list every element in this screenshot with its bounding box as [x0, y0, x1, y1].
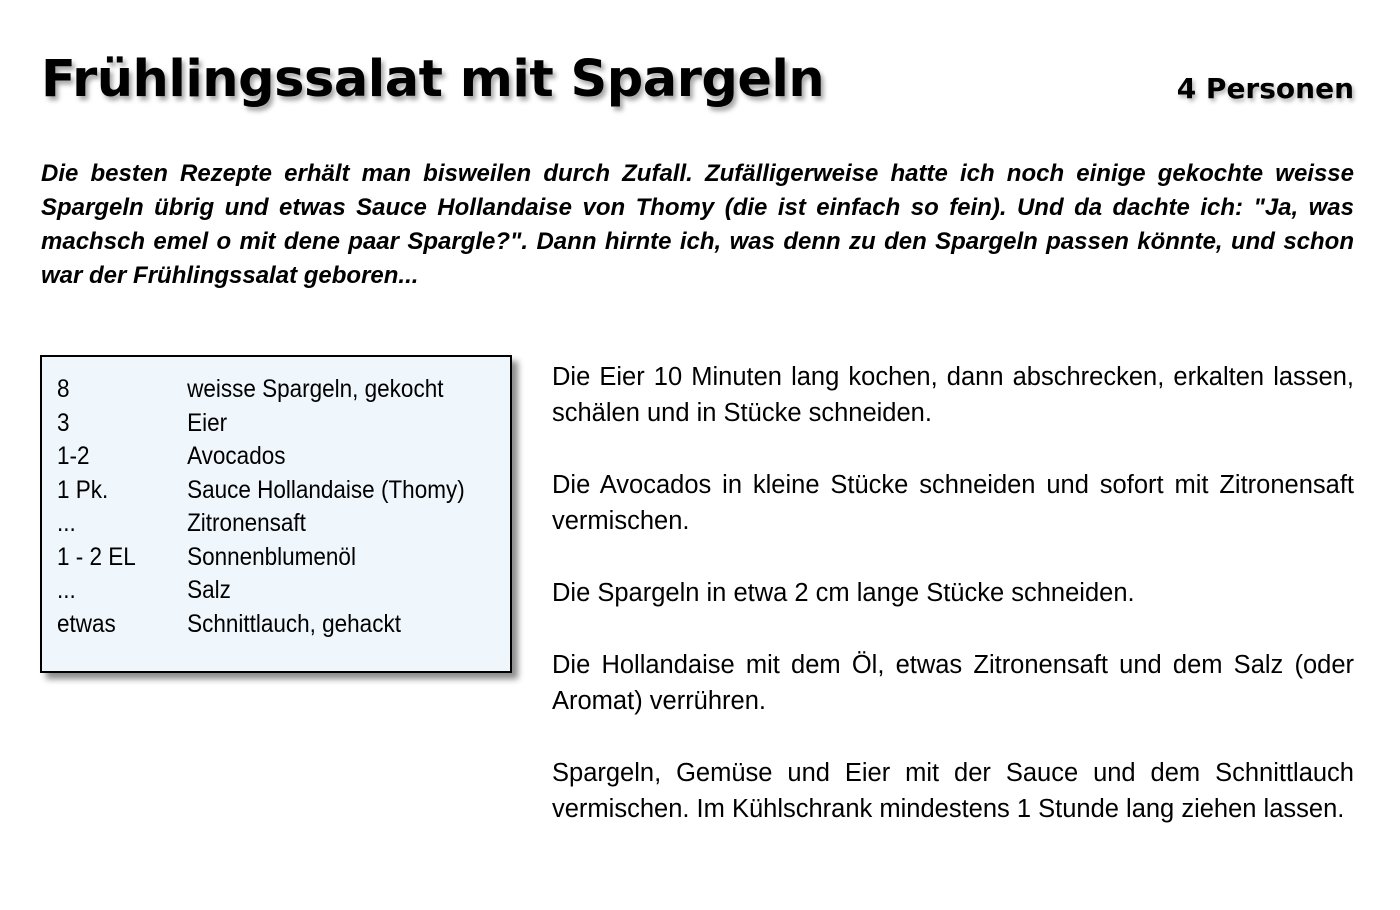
ingredient-name: weisse Spargeln, gekocht — [187, 375, 444, 403]
ingredients-table — [57, 373, 465, 641]
ingredients-box — [40, 355, 512, 673]
ingredient-quantity: 1-2 — [57, 442, 90, 470]
ingredient-name: Sonnenblumenöl — [187, 542, 356, 571]
intro-paragraph: Die besten Rezepte erhält man bisweilen durch Zufall. Zufälligerweise hatte ich noch einige gekochte weisse Spargeln übrig und etwas Sauce Hollandaise von Thomy (die ist einfach so fein). Und da dachte ich: "Ja, was machsch emel o mit dene paar Spargle?". Dann hirnte ich, was denn zu den Spargeln passen könnte, und schon war der Frühlingssalat geboren... — [41, 160, 1354, 289]
ingredient-quantity: 3 — [57, 408, 70, 437]
ingredient-name: Sauce Hollandaise (Thomy) — [187, 475, 465, 504]
instruction-step: Die Hollandaise mit dem Öl, etwas Zitronensaft und dem Salz (oder Aromat) verrühren. — [552, 651, 1354, 715]
ingredient-row — [57, 407, 465, 441]
ingredient-row — [57, 608, 465, 642]
ingredient-row — [57, 373, 465, 407]
instruction-step: Spargeln, Gemüse und Eier mit der Sauce und dem Schnittlauch vermischen. Im Kühlschrank mindestens 1 Stunde lang ziehen lassen. — [552, 759, 1354, 823]
instruction-step: Die Avocados in kleine Stücke schneiden und sofort mit Zitronensaft vermischen. — [552, 471, 1354, 535]
ingredient-quantity: ... — [57, 509, 76, 537]
ingredient-quantity: 1 Pk. — [57, 475, 109, 504]
ingredient-row — [57, 541, 465, 575]
ingredient-row — [57, 474, 465, 508]
ingredient-row — [57, 440, 465, 474]
servings-label: 4 Personen — [1176, 72, 1354, 105]
ingredient-quantity: 8 — [57, 375, 70, 403]
recipe-title: Frühlingssalat mit Spargeln — [41, 50, 825, 109]
instructions — [552, 359, 1354, 863]
instruction-step: Die Spargeln in etwa 2 cm lange Stücke schneiden. — [552, 579, 1135, 607]
ingredient-row — [57, 507, 465, 541]
ingredient-row — [57, 574, 465, 608]
ingredient-name: Zitronensaft — [187, 509, 306, 537]
ingredient-quantity: etwas — [57, 609, 116, 638]
ingredient-name: Schnittlauch, gehackt — [187, 609, 401, 638]
instruction-step: Die Eier 10 Minuten lang kochen, dann abschrecken, erkalten lassen, schälen und in Stücke schneiden. — [552, 363, 1354, 427]
ingredient-quantity: ... — [57, 576, 76, 604]
ingredient-name: Salz — [187, 576, 231, 604]
ingredient-name: Avocados — [187, 442, 286, 470]
ingredient-name: Eier — [187, 408, 228, 437]
ingredient-quantity: 1 - 2 EL — [57, 542, 136, 571]
